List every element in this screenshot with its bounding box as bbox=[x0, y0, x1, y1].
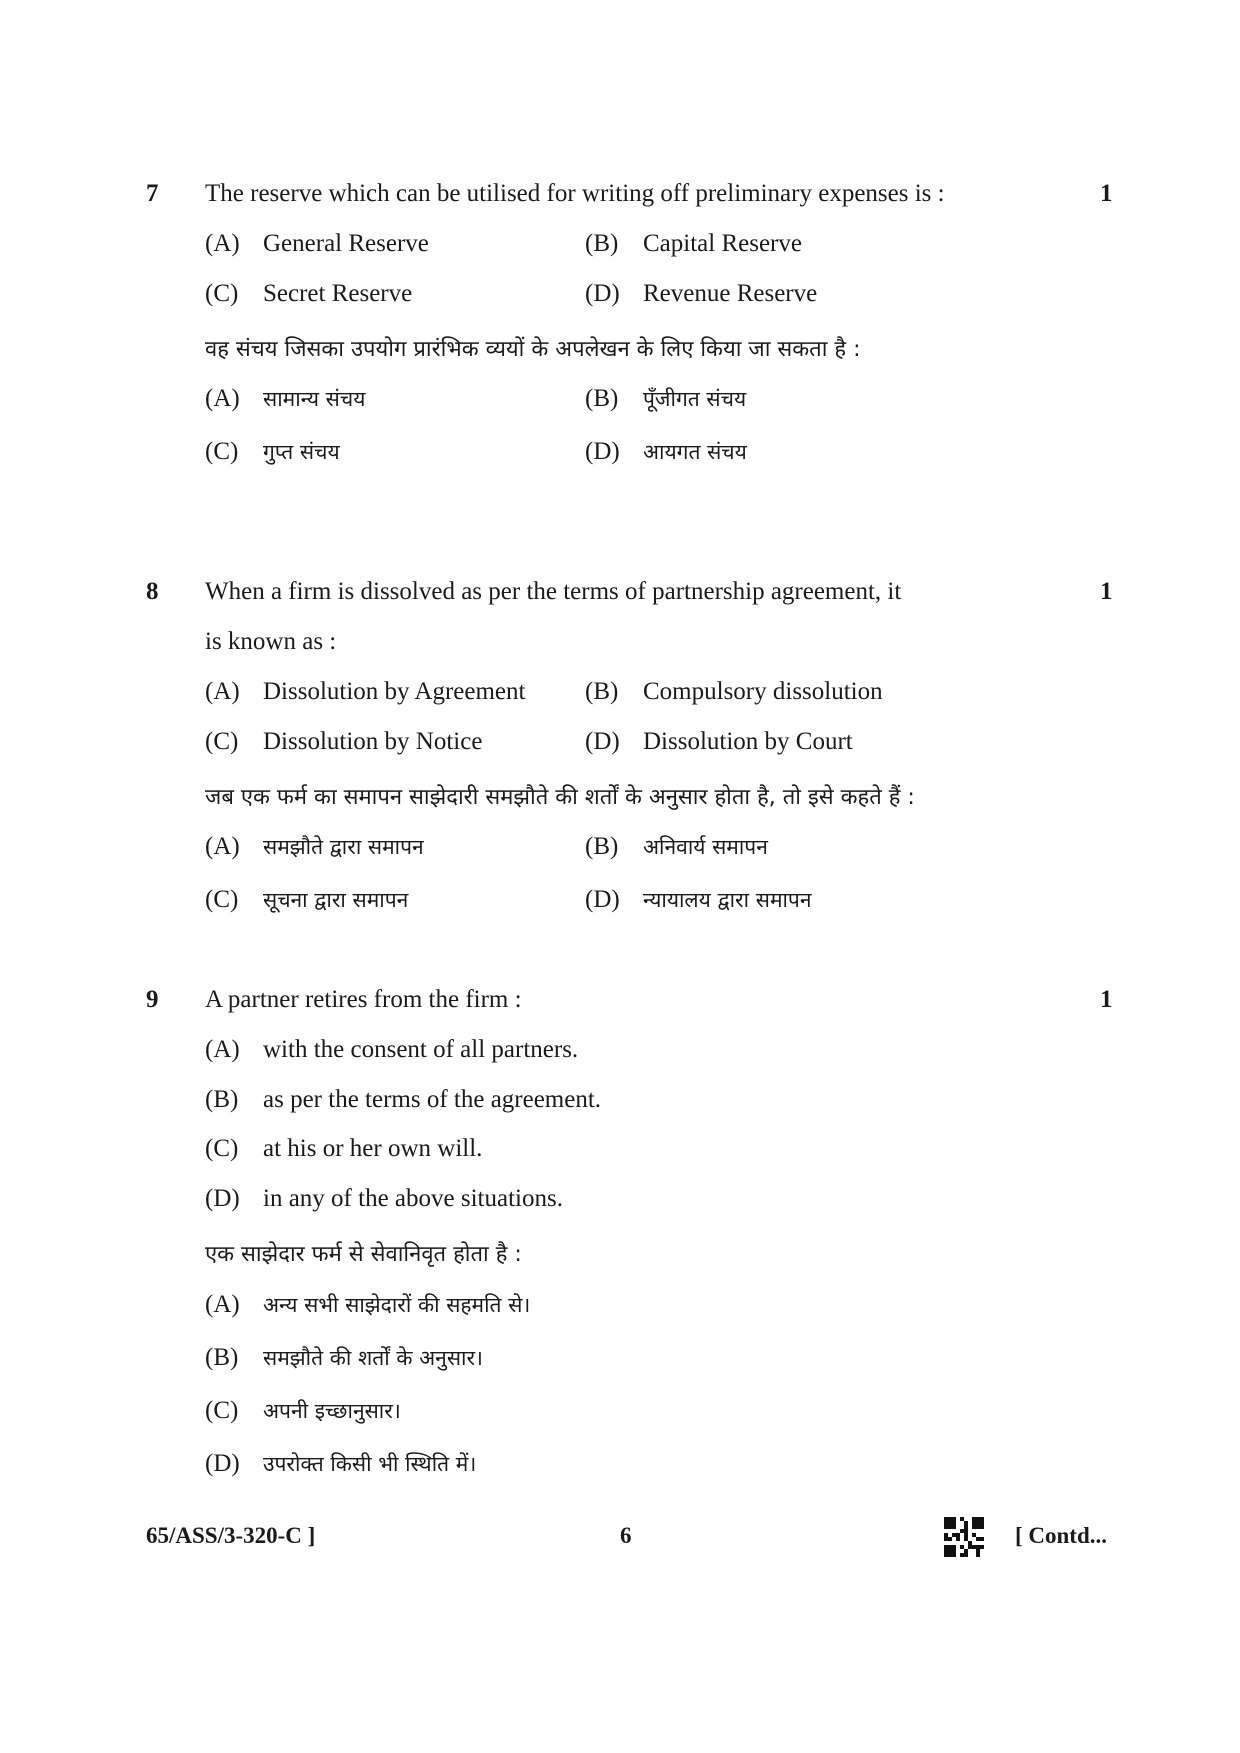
option-c-hi: (C) सूचना द्वारा समापन bbox=[205, 886, 409, 913]
question-text-hi: एक साझेदार फर्म से सेवानिवृत होता है : bbox=[205, 1242, 522, 1267]
question-text-en-line-1: When a firm is dissolved as per the terms of partnership agreement, it bbox=[205, 578, 902, 605]
option-d-en: (D) in any of the above situations. bbox=[205, 1185, 563, 1212]
option-c-en: (C) Secret Reserve bbox=[205, 280, 413, 307]
question-text-en-line-2: is known as : bbox=[205, 628, 337, 655]
option-b-hi: (B) समझौते की शर्तों के अनुसार। bbox=[205, 1344, 484, 1371]
option-d-hi: (D) आयगत संचय bbox=[585, 438, 747, 465]
option-b-en: (B) Compulsory dissolution bbox=[585, 678, 883, 705]
question-number: 7 bbox=[146, 180, 159, 207]
option-d-en: (D) Revenue Reserve bbox=[585, 280, 818, 307]
option-b-hi: (B) अनिवार्य समापन bbox=[585, 833, 768, 860]
question-text-en: The reserve which can be utilised for writing off preliminary expenses is : bbox=[205, 180, 945, 207]
option-a-hi: (A) समझौते द्वारा समापन bbox=[205, 833, 424, 860]
option-d-hi: (D) न्यायालय द्वारा समापन bbox=[585, 886, 812, 913]
paper-code: 65/ASS/3-320-C ] bbox=[146, 1523, 316, 1548]
option-a-en: (A) with the consent of all partners. bbox=[205, 1036, 579, 1063]
question-text-hi: जब एक फर्म का समापन साझेदारी समझौते की शर्तों के अनुसार होता है, तो इसे कहते हैं : bbox=[205, 785, 915, 810]
option-c-hi: (C) अपनी इच्छानुसार। bbox=[205, 1397, 401, 1424]
option-a-hi: (A) अन्य सभी साझेदारों की सहमति से। bbox=[205, 1291, 531, 1318]
option-d-hi: (D) उपरोक्त किसी भी स्थिति में। bbox=[205, 1450, 477, 1477]
marks: 1 bbox=[1100, 180, 1113, 207]
option-c-hi: (C) गुप्त संचय bbox=[205, 438, 340, 465]
marks: 1 bbox=[1100, 578, 1113, 605]
option-a-en: (A) General Reserve bbox=[205, 230, 429, 257]
option-b-en: (B) as per the terms of the agreement. bbox=[205, 1086, 602, 1113]
continued-label: [ Contd... bbox=[1015, 1523, 1108, 1548]
option-a-en: (A) Dissolution by Agreement bbox=[205, 678, 526, 705]
question-number: 8 bbox=[146, 578, 159, 605]
qr-code-icon bbox=[944, 1517, 984, 1557]
option-a-hi: (A) सामान्य संचय bbox=[205, 385, 366, 412]
option-c-en: (C) at his or her own will. bbox=[205, 1135, 483, 1162]
page-number: 6 bbox=[620, 1523, 632, 1548]
option-d-en: (D) Dissolution by Court bbox=[585, 728, 853, 755]
question-text-en: A partner retires from the firm : bbox=[205, 986, 522, 1013]
option-b-hi: (B) पूँजीगत संचय bbox=[585, 385, 747, 412]
marks: 1 bbox=[1100, 986, 1113, 1013]
option-b-en: (B) Capital Reserve bbox=[585, 230, 802, 257]
option-c-en: (C) Dissolution by Notice bbox=[205, 728, 483, 755]
question-text-hi: वह संचय जिसका उपयोग प्रारंभिक व्ययों के अपलेखन के लिए किया जा सकता है : bbox=[205, 337, 861, 362]
question-number: 9 bbox=[146, 986, 159, 1013]
